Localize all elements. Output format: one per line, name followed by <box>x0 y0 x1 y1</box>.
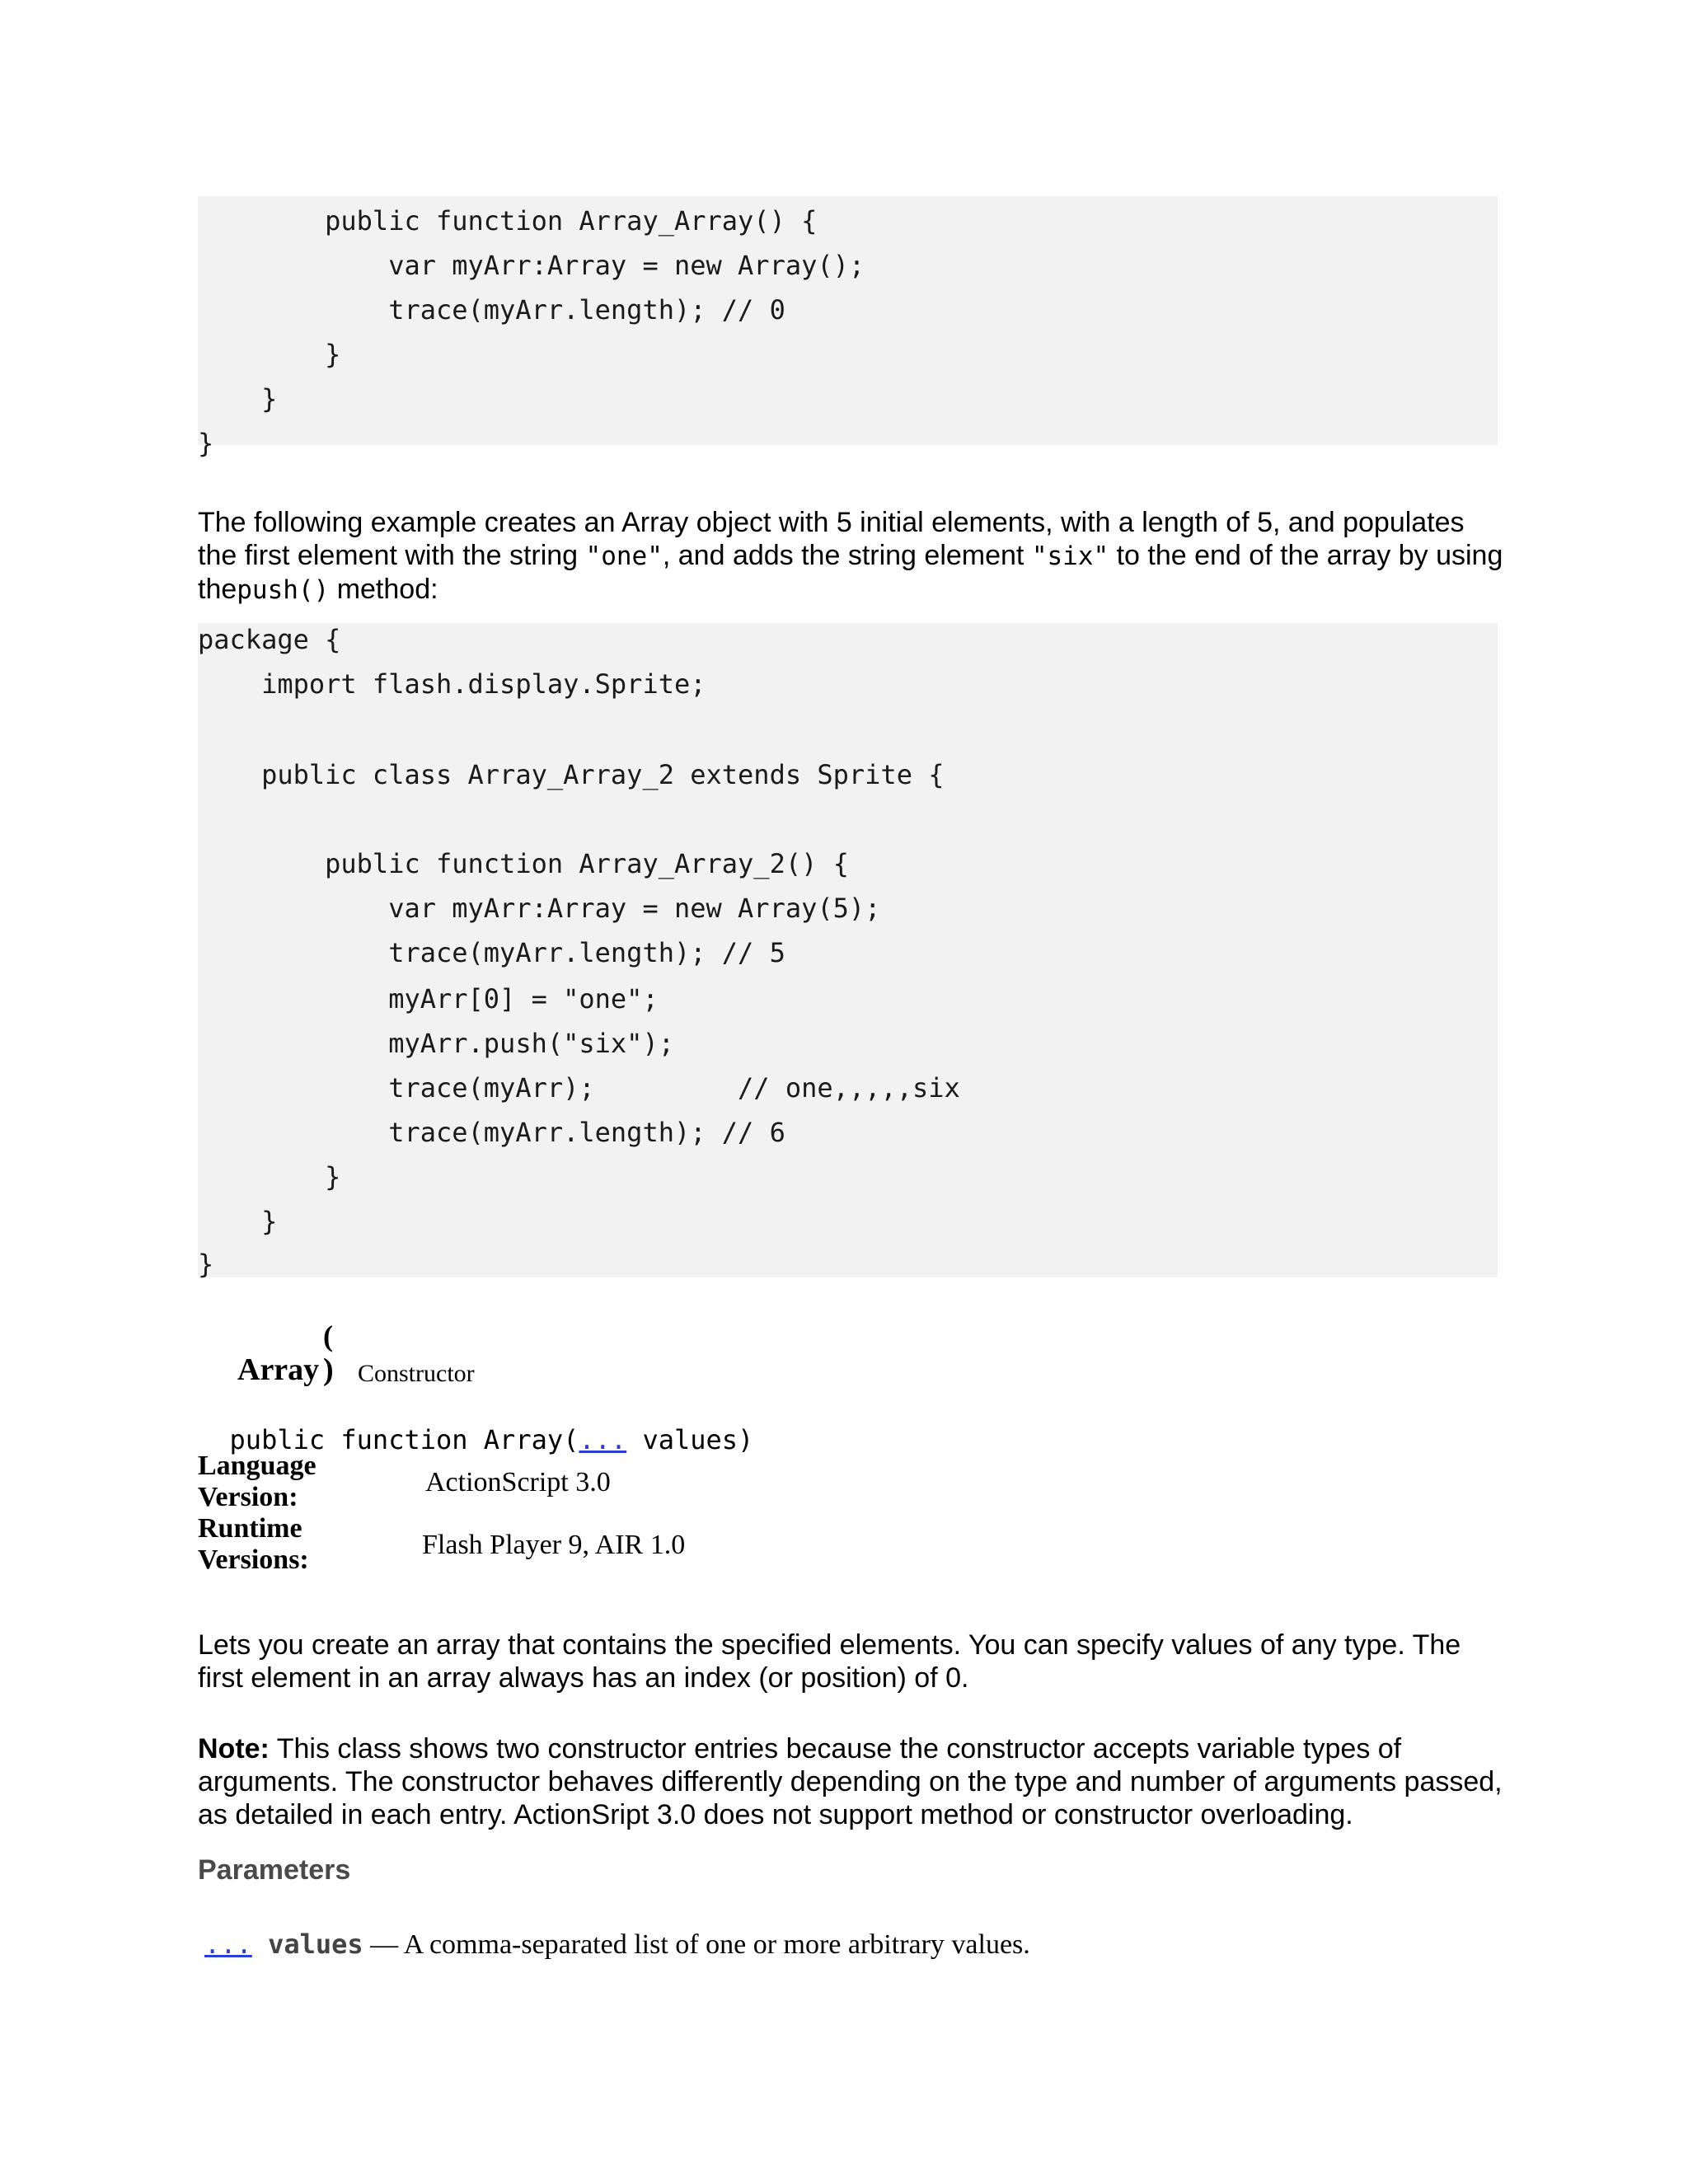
parameter-name: values <box>268 1929 363 1960</box>
heading-open-paren: ( <box>323 1319 333 1352</box>
heading-close-paren: ) <box>323 1352 334 1387</box>
intro-paragraph <box>198 506 1508 607</box>
inline-code: "six" <box>1031 541 1109 571</box>
parameter-name <box>252 1929 268 1960</box>
constructor-signature <box>198 1393 753 1455</box>
code-line: var myArr:Array = new Array(); <box>198 250 865 281</box>
intro-text: method: <box>329 574 438 605</box>
intro-text: to the end of the array by using the <box>198 540 1503 605</box>
label-line: Language <box>198 1451 316 1481</box>
language-version-label <box>198 1451 316 1513</box>
inline-code: push() <box>237 575 330 605</box>
code-line: } <box>198 428 214 459</box>
note-paragraph <box>198 1732 1508 1831</box>
heading-kind: Constructor <box>358 1360 475 1387</box>
note-label: Note: <box>198 1733 270 1765</box>
code-line: } <box>198 1161 341 1193</box>
code-line: trace(myArr.length); // 6 <box>198 1117 785 1148</box>
code-block-2 <box>198 623 1498 1280</box>
code-line: } <box>198 1206 278 1237</box>
code-line: } <box>198 383 278 415</box>
intro-text: , and adds the string element <box>662 540 1032 571</box>
versions-table <box>198 1451 775 1582</box>
code-line: var myArr:Array = new Array(5); <box>198 893 881 924</box>
code-line: trace(myArr); // one,,,,,six <box>198 1072 960 1104</box>
code-line: myArr[0] = "one"; <box>198 983 659 1015</box>
description-paragraph: Lets you create an array that contains the specified elements. You can specify values of any type. The first element in an array always has an index (or position) of 0. <box>198 1629 1461 1694</box>
signature-suffix: values) <box>626 1424 754 1455</box>
code-block-1 <box>198 196 1498 459</box>
label-line: Runtime <box>198 1513 302 1544</box>
runtime-versions-value: Flash Player 9, AIR 1.0 <box>422 1530 686 1560</box>
code-line: myArr.push("six"); <box>198 1028 674 1059</box>
signature-prefix: public function Array( <box>229 1424 579 1455</box>
note-text: This class shows two constructor entries because the constructor accepts variable types of arguments. The constructor behaves differently depending on the type and number of arguments passed, as detailed in each entry. ActionSript 3.0 does not support method or constructor overloading. <box>198 1733 1503 1830</box>
code-line: public class Array_Array_2 extends Sprite { <box>198 759 945 790</box>
code-line: import flash.display.Sprite; <box>198 668 706 700</box>
code-line: trace(myArr.length); // 0 <box>198 294 785 326</box>
inline-code: "one" <box>585 541 663 571</box>
label-line: Version: <box>198 1482 298 1512</box>
heading-name: Array <box>237 1352 320 1387</box>
language-version-value: ActionScript 3.0 <box>425 1467 611 1497</box>
code-line: trace(myArr.length); // 5 <box>198 937 785 968</box>
code-line: package { <box>198 624 341 655</box>
rest-parameter-link[interactable]: ... <box>579 1424 627 1455</box>
code-line: } <box>198 1249 214 1280</box>
code-line: public function Array_Array() { <box>198 205 818 237</box>
parameter-entry <box>198 1914 1030 1961</box>
code-line: } <box>198 339 341 370</box>
parameter-description: — A comma-separated list of one or more arbitrary values. <box>363 1929 1030 1960</box>
parameters-heading: Parameters <box>198 1854 351 1886</box>
rest-parameter-link[interactable]: ... <box>204 1929 252 1960</box>
code-line: public function Array_Array_2() { <box>198 848 849 879</box>
label-line: Versions: <box>198 1544 309 1575</box>
constructor-heading <box>198 1319 610 1393</box>
intro-text: The following example creates an Array object with 5 initial elements, with a length of 5, and populates the first element with the string <box>198 507 1465 571</box>
runtime-versions-label <box>198 1513 309 1576</box>
